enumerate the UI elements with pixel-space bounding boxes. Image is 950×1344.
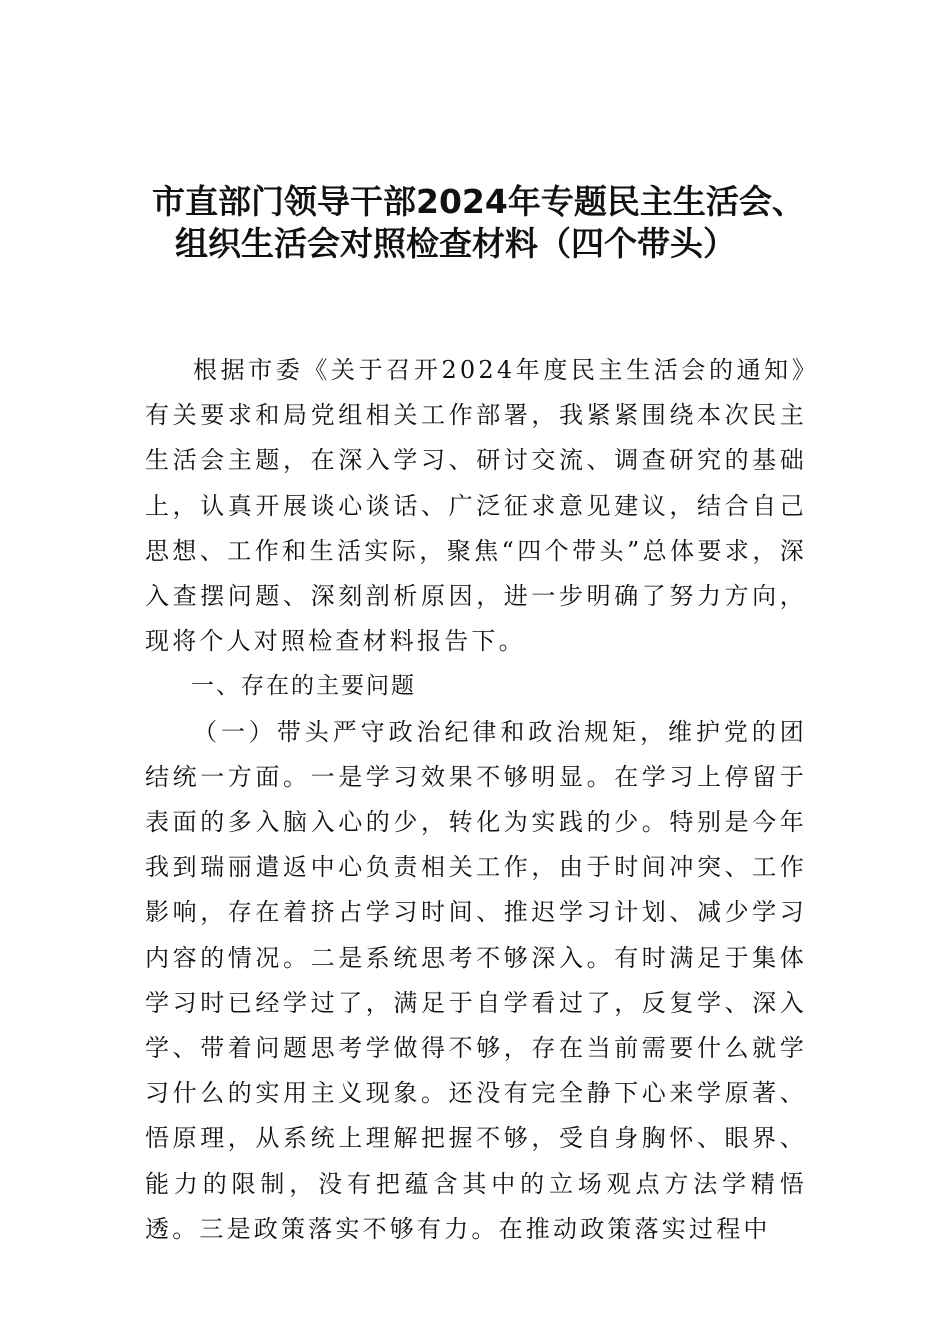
subsection-paragraph-1 [145,710,807,1252]
document-title-line-1: 市直部门领导干部2024年专题民主生活会、 [152,182,805,221]
document-title-line-2: 组织生活会对照检查材料（四个带头） [175,224,736,263]
intro-paragraph: 根据市委《关于召开2024年度民主生活会的通知》有关要求和局党组相关工作部署，我紧紧围绕本次民主生活会主题，在深入学习、研讨交流、调查研究的基础上，认真开展谈心谈话、广泛征求意见建议，结合自己思想、工作和生活实际，聚焦“四个带头”总体要求，深入查摆问题、深刻剖析原因，进一步明确了努力方向，现将个人对照检查材料报告下。 [145,356,807,656]
subsection-lead: （一）带头严守政治纪律和政治规矩，维护党的团结统一方面。 [145,717,807,791]
document-body [145,348,807,1252]
section-heading-main-problems: 一、存在的主要问题 [191,673,416,700]
subsection-body: 一是学习效果不够明显。在学习上停留于表面的多入脑入心的少，转化为实践的少。特别是今年我到瑞丽遣返中心负责相关工作，由于时间冲突、工作影响，存在着挤占学习时间、推迟学习计划、减少学习内容的情况。二是系统思考不够深入。有时满足于集体学习时已经学过了，满足于自学看过了，反复学、深入学、带着问题思考学做得不够，存在当前需要什么就学习什么的实用主义现象。还没有完全静下心来学原著、悟原理，从系统上理解把握不够，受自身胸怀、眼界、能力的限制，没有把蕴含其中的立场观点方法学精悟透。三是政策落实不够有力。在推动政策落实过程中 [145,762,807,1243]
